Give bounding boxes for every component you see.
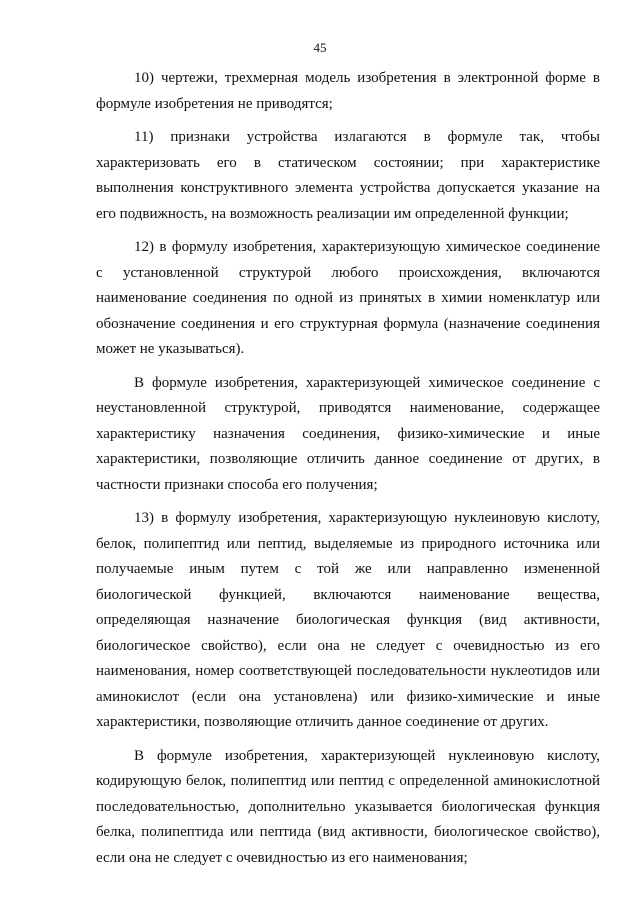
page-number: 45 (313, 40, 327, 55)
paragraph-item-12: 12) в формулу изобретения, характеризующую химическое соединение с установленной структурой любого происхождения, включаются наименование соединения по одной из принятых в химии номенклатур или обозначение соединения и его структурная формула (назначение соединения может не указываться). (96, 239, 600, 357)
paragraph-item-13: 13) в формулу изобретения, характеризующую нуклеиновую кислоту, белок, полипептид или пептид, выделяемые из природного источника или получаемые иным путем с той же или направленно измененной биологической функцией, включаются наименование вещества, определяющая назначение биологическая функция (вид активности, биологическое свойство), если она не следует с очевидностью из его наименования, номер соответствующей последовательности нуклеотидов или аминокислот (если она установлена) или физико-химические и иные характеристики, позволяющие отличить данное соединение от других. (96, 510, 600, 730)
document-body (96, 66, 600, 871)
paragraph-item-10: 10) чертежи, трехмерная модель изобретения в электронной форме в формуле изобретения не приводятся; (96, 70, 600, 112)
paragraph-nucleic-acid: В формуле изобретения, характеризующей нуклеиновую кислоту, кодирующую белок, полипептид или пептид с определенной аминокислотной последовательностью, дополнительно указывается биологическая функция белка, полипептида или пептида (вид активности, биологическое свойство), если она не следует с очевидностью из его наименования; (96, 747, 600, 866)
paragraph-item-11: 11) признаки устройства излагаются в формуле так, чтобы характеризовать его в статическом состоянии; при характеристике выполнения конструктивного элемента устройства допускается указание на его подвижность, на возможность реализации им определенной функции; (96, 129, 600, 222)
paragraph-unstructured-compound: В формуле изобретения, характеризующей химическое соединение с неустановленной структурой, приводятся наименование, содержащее характеристику назначения соединения, физико-химические и иные характеристики, позволяющие отличить данное соединение от других, в частности признаки способа его получения; (96, 374, 600, 493)
